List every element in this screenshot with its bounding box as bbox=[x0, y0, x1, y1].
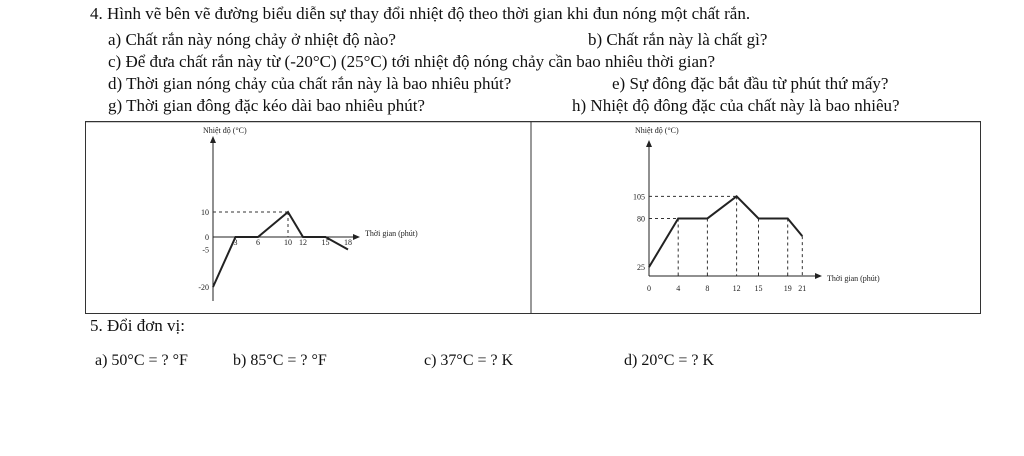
charts-frame bbox=[85, 121, 981, 314]
chart-left bbox=[198, 126, 418, 301]
chart-left-x-arrow bbox=[353, 234, 360, 240]
chart-right-ylabel: Nhiệt độ (°C) bbox=[635, 126, 679, 135]
chart-right-x-tick-label: 21 bbox=[798, 284, 807, 293]
chart-right-x-arrow bbox=[815, 273, 822, 279]
chart-right-x-tick-label: 0 bbox=[647, 284, 651, 293]
exercise4-intro: 4. Hình vẽ bên vẽ đường biểu diễn sự thay đổi nhiệt độ theo thời gian khi đun nóng một chất rắn. bbox=[90, 4, 751, 23]
conversion-b: b) 85°C = ? °F bbox=[233, 352, 327, 369]
chart-left-y-tick-label: 10 bbox=[201, 208, 209, 217]
question-c: c) Để đưa chất rắn này từ (-20°C) (25°C) tới nhiệt độ nóng chảy cần bao nhiêu thời gian? bbox=[108, 52, 716, 71]
chart-left-x-tick-label: 3 bbox=[233, 238, 238, 247]
chart-left-x-tick-label: 15 bbox=[321, 238, 330, 247]
chart-right-x-tick-label: 19 bbox=[783, 284, 792, 293]
chart-right-x-tick-label: 8 bbox=[705, 284, 710, 293]
chart-right-y-tick-label: 80 bbox=[637, 214, 645, 224]
question-h: h) Nhiệt độ đông đặc của chất này là bao nhiêu? bbox=[572, 96, 900, 115]
question-b: b) Chất rắn này là chất gì? bbox=[588, 30, 768, 49]
chart-left-ticks bbox=[198, 208, 352, 292]
chart-left-y-tick-label: -5 bbox=[202, 245, 209, 255]
chart-right bbox=[633, 126, 880, 293]
chart-left-xlabel: Thời gian (phút) bbox=[365, 229, 418, 238]
chart-right-x-tick-label: 4 bbox=[676, 284, 681, 293]
chart-right-y-tick-label: 25 bbox=[637, 263, 645, 273]
conversion-c: c) 37°C = ? K bbox=[424, 352, 514, 369]
chart-left-x-tick-label: 10 bbox=[284, 238, 292, 247]
question-a: a) Chất rắn này nóng chảy ở nhiệt độ nào? bbox=[108, 30, 396, 49]
charts-svg bbox=[85, 121, 981, 314]
conversion-a: a) 50°C = ? °F bbox=[95, 352, 188, 369]
charts-outer-border bbox=[86, 122, 981, 314]
chart-left-ylabel: Nhiệt độ (°C) bbox=[203, 126, 247, 135]
question-e: e) Sự đông đặc bắt đầu từ phút thứ mấy? bbox=[612, 74, 889, 93]
chart-right-y-arrow bbox=[646, 140, 652, 147]
question-g: g) Thời gian đông đặc kéo dài bao nhiêu phút? bbox=[108, 96, 425, 115]
chart-left-x-tick-label: 6 bbox=[256, 238, 260, 247]
chart-right-x-tick-label: 15 bbox=[754, 284, 763, 293]
chart-right-y-tick-label: 105 bbox=[633, 192, 645, 202]
question-d: d) Thời gian nóng chảy của chất rắn này là bao nhiêu phút? bbox=[108, 74, 512, 93]
chart-right-xlabel: Thời gian (phút) bbox=[827, 274, 880, 283]
exercise5-title: 5. Đổi đơn vị: bbox=[90, 316, 185, 335]
chart-left-x-tick-label: 12 bbox=[299, 238, 307, 247]
chart-right-ticks bbox=[633, 192, 806, 293]
chart-left-x-tick-label: 18 bbox=[344, 238, 352, 247]
conversion-d: d) 20°C = ? K bbox=[624, 352, 715, 369]
chart-right-line bbox=[649, 196, 802, 267]
chart-left-y-tick-label: 0 bbox=[205, 233, 209, 242]
chart-left-guides bbox=[213, 212, 326, 237]
chart-left-y-arrow bbox=[210, 136, 216, 143]
chart-right-guides bbox=[649, 196, 802, 276]
chart-left-line bbox=[213, 212, 348, 287]
chart-left-y-tick-label: -20 bbox=[198, 283, 209, 292]
chart-right-x-tick-label: 12 bbox=[732, 284, 741, 293]
